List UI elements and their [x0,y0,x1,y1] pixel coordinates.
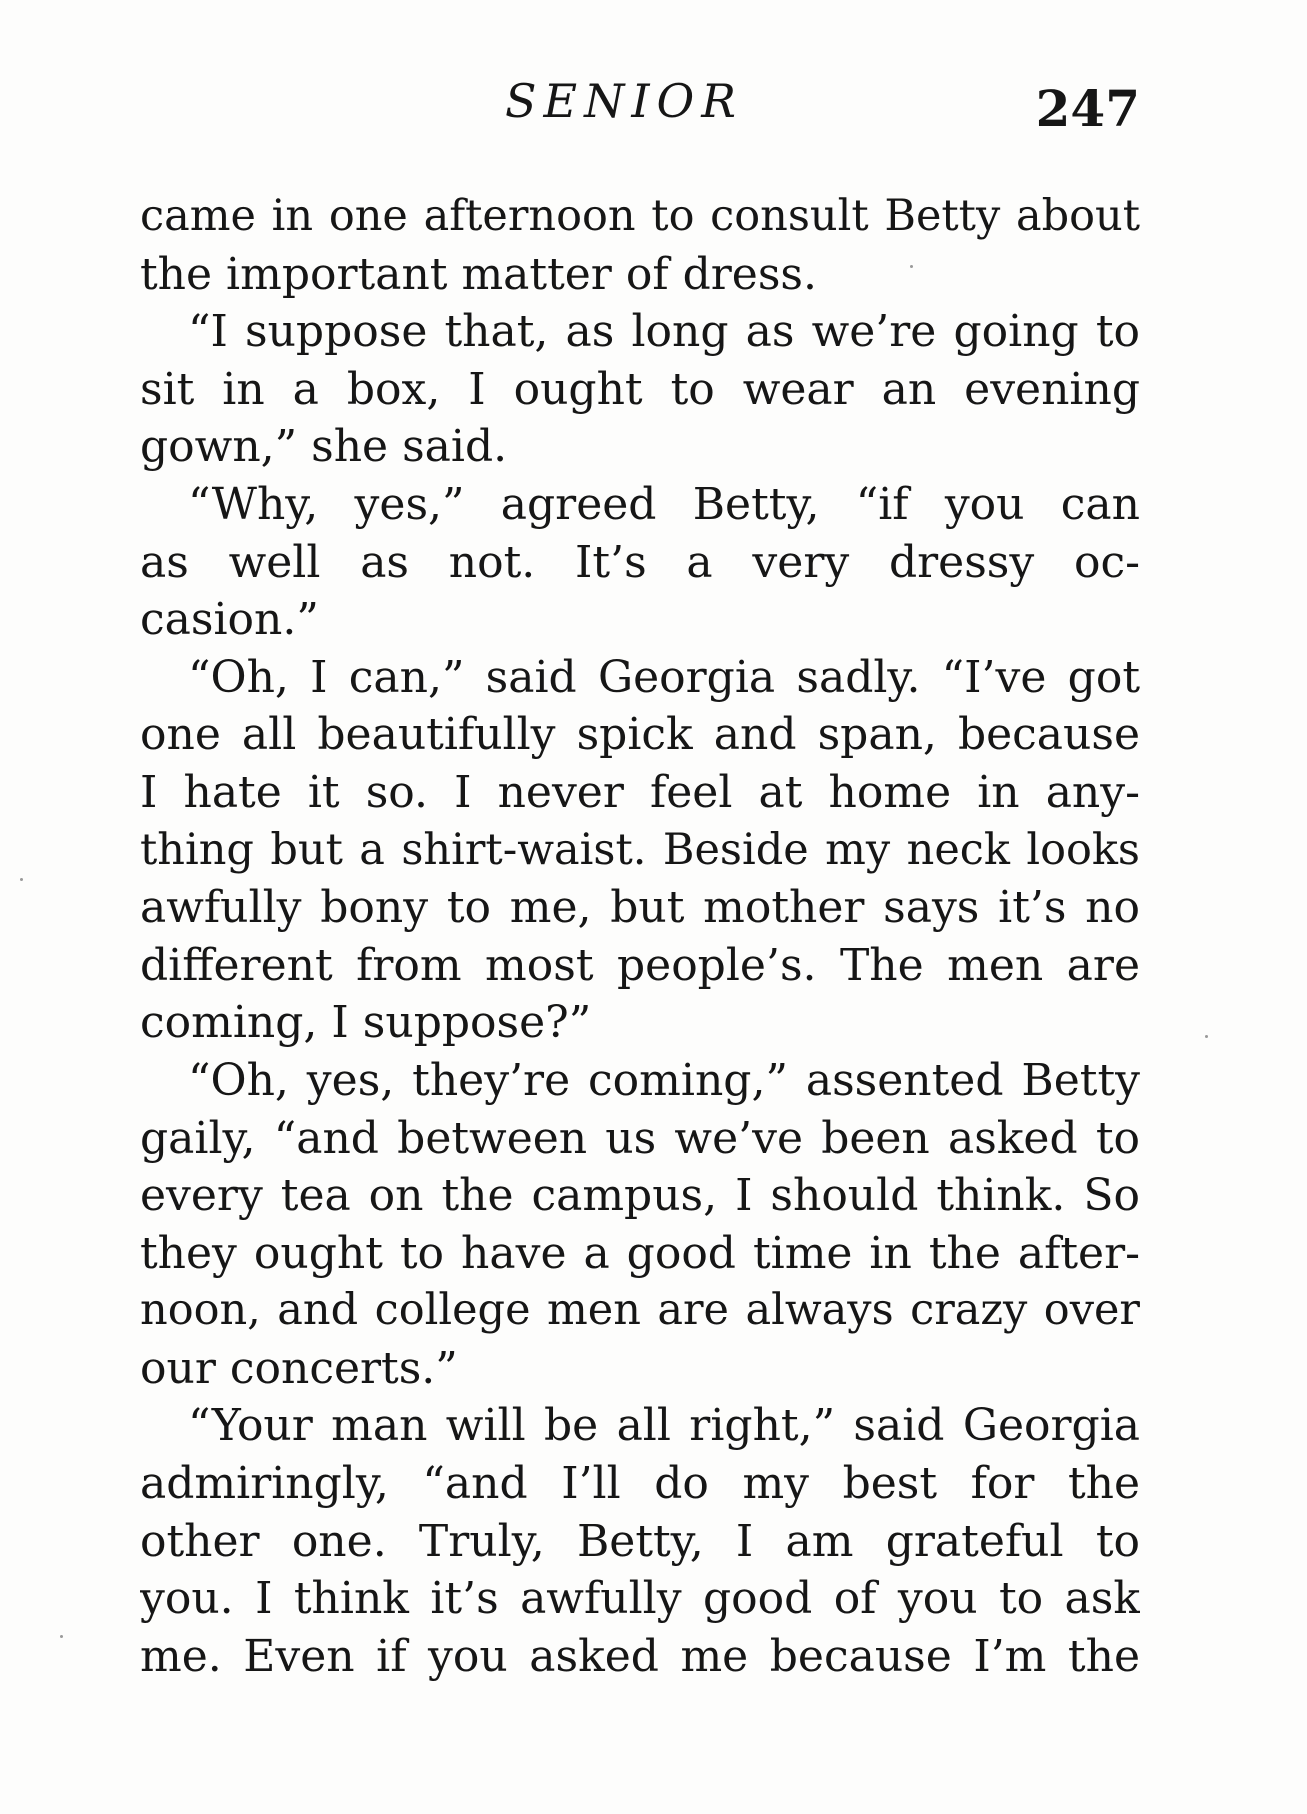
text-line: I hate it so. I never feel at home in any- [140,766,1140,818]
text-line: as well as not. It’s a very dressy oc- [140,536,1140,588]
text-line: they ought to have a good time in the after- [140,1227,1140,1279]
text-line: awfully bony to me, but mother says it’s no [140,882,1140,934]
text-line: gown,” she said. [140,421,508,473]
text-line: coming, I suppose?” [140,997,592,1049]
text-line: “Oh, I can,” said Georgia sadly. “I’ve got [188,651,1140,703]
text-line: you. I think it’s awfully good of you to ask [140,1573,1140,1625]
text-line: one all beautifully spick and span, because [140,709,1140,761]
text-line: every tea on the campus, I should think. So [140,1170,1140,1222]
text-line: “Oh, yes, they’re coming,” assented Betty [188,1054,1140,1106]
text-line: thing but a shirt-waist. Beside my neck looks [140,824,1140,875]
text-line: our concerts.” [140,1342,458,1394]
page-number: 247 [1035,79,1140,138]
text-line: the important matter of dress. [140,248,817,300]
text-line: “I suppose that, as long as we’re going to [188,306,1140,358]
text-line: gaily, “and between us we’ve been asked to [140,1112,1140,1164]
paper-speck [20,878,23,881]
text-line: sit in a box, I ought to wear an evening [140,363,1140,415]
text-line: noon, and college men are always crazy over [140,1285,1140,1336]
text-line: admiringly, “and I’ll do my best for the [140,1458,1140,1510]
paper-speck [910,265,913,268]
text-line: different from most people’s. The men are [140,939,1140,991]
paper-speck [60,1635,63,1638]
page-header [140,74,1140,158]
text-line: came in one afternoon to consult Betty about [140,191,1140,241]
text-line: “Why, yes,” agreed Betty, “if you can [188,478,1140,530]
text-line: casion.” [140,594,319,646]
text-line: other one. Truly, Betty, I am grateful to [140,1515,1140,1567]
text-line: me. Even if you asked me because I’m the [140,1630,1140,1682]
running-head: SENIOR [505,74,743,128]
text-line: “Your man will be all right,” said Georgia [188,1400,1140,1452]
paper-speck [1205,1035,1208,1038]
body-text [140,188,1140,1685]
